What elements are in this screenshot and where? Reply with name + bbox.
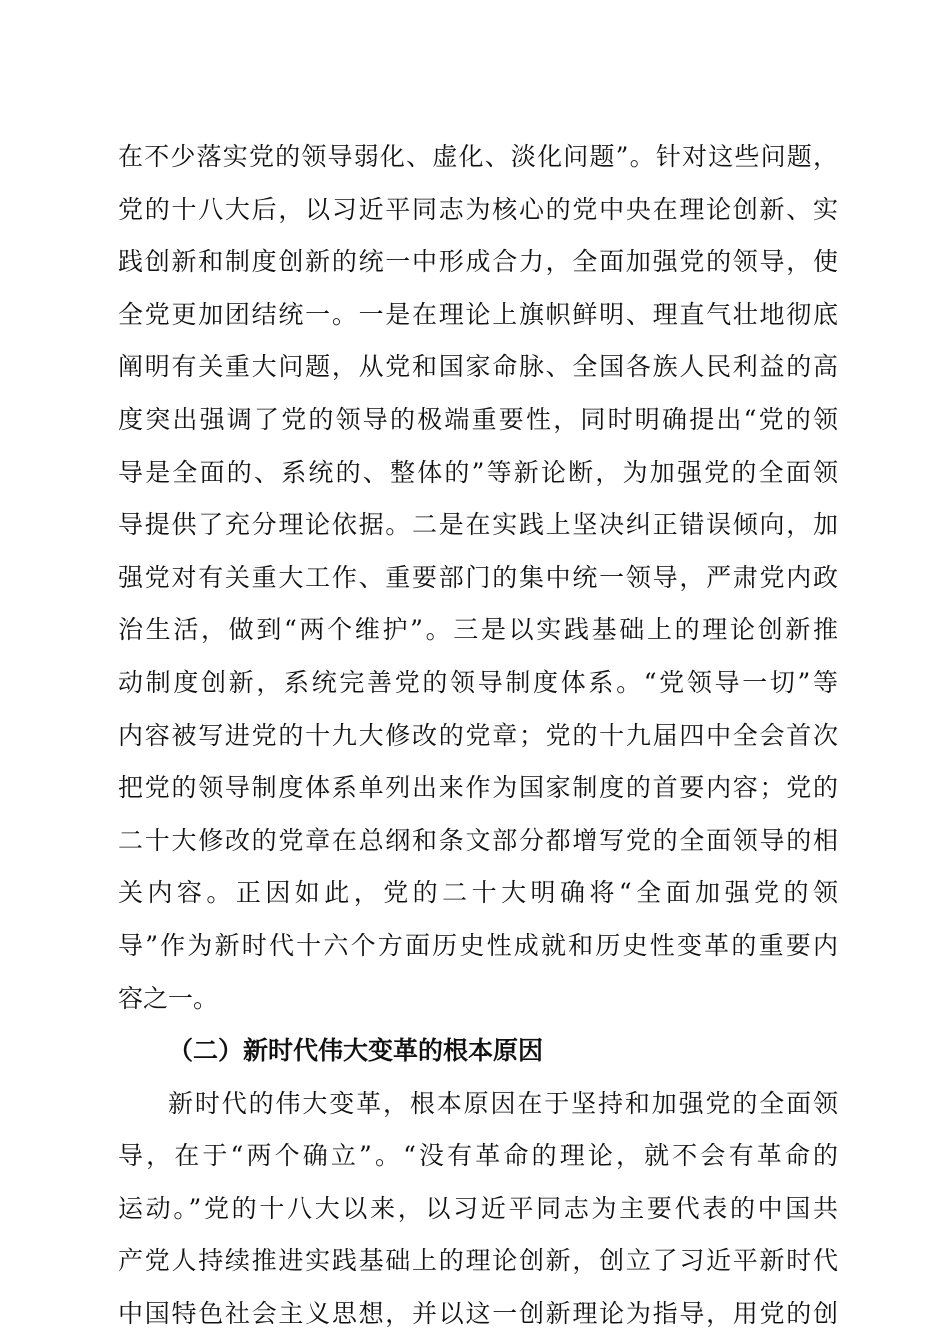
paragraph-line: 动制度创新，系统完善党的领导制度体系。“党领导一切”等 <box>118 667 838 697</box>
paragraph-line: 导提供了充分理论依据。二是在实践上坚决纠正错误倾向，加 <box>118 510 838 540</box>
paragraph-line: 二十大修改的党章在总纲和条文部分都增写党的全面领导的相 <box>118 825 838 855</box>
paragraph-line: 内容被写进党的十九大修改的党章；党的十九届四中全会首次 <box>118 720 838 750</box>
paragraph-line: 践创新和制度创新的统一中形成合力，全面加强党的领导，使 <box>118 247 838 277</box>
paragraph-line: 强党对有关重大工作、重要部门的集中统一领导，严肃党内政 <box>118 562 838 592</box>
paragraph-line: 容之一。 <box>118 983 219 1013</box>
paragraph-line: 关内容。正因如此，党的二十大明确将“全面加强党的领 <box>118 878 838 908</box>
paragraph-line: 新时代的伟大变革，根本原因在于坚持和加强党的全面领 <box>168 1088 838 1118</box>
section-heading: （二）新时代伟大变革的根本原因 <box>168 1036 544 1066</box>
paragraph-line: 导，在于“两个确立”。“没有革命的理论，就不会有革命的 <box>118 1141 838 1171</box>
paragraph-line: 度突出强调了党的领导的极端重要性，同时明确提出“党的领 <box>118 404 838 434</box>
document-body <box>118 131 838 1341</box>
paragraph-line: 党的十八大后，以习近平同志为核心的党中央在理论创新、实 <box>118 194 838 224</box>
paragraph-1 <box>118 131 838 1025</box>
paragraph-line: 导是全面的、系统的、整体的”等新论断，为加强党的全面领 <box>118 457 838 487</box>
paragraph-line: 产党人持续推进实践基础上的理论创新，创立了习近平新时代 <box>118 1246 838 1276</box>
paragraph-line: 中国特色社会主义思想，并以这一创新理论为指导，用党的创 <box>118 1299 838 1329</box>
paragraph-line: 全党更加团结统一。一是在理论上旗帜鲜明、理直气壮地彻底 <box>118 299 838 329</box>
paragraph-line: 运动。”党的十八大以来，以习近平同志为主要代表的中国共 <box>118 1193 838 1223</box>
paragraph-line: 把党的领导制度体系单列出来作为国家制度的首要内容；党的 <box>118 773 838 803</box>
paragraph-line: 阐明有关重大问题，从党和国家命脉、全国各族人民利益的高 <box>118 352 838 382</box>
paragraph-line: 治生活，做到“两个维护”。三是以实践基础上的理论创新推 <box>118 615 838 645</box>
paragraph-2 <box>118 1078 838 1341</box>
paragraph-line: 在不少落实党的领导弱化、虚化、淡化问题”。针对这些问题， <box>118 142 838 171</box>
paragraph-line: 导”作为新时代十六个方面历史性成就和历史性变革的重要内 <box>118 930 838 960</box>
